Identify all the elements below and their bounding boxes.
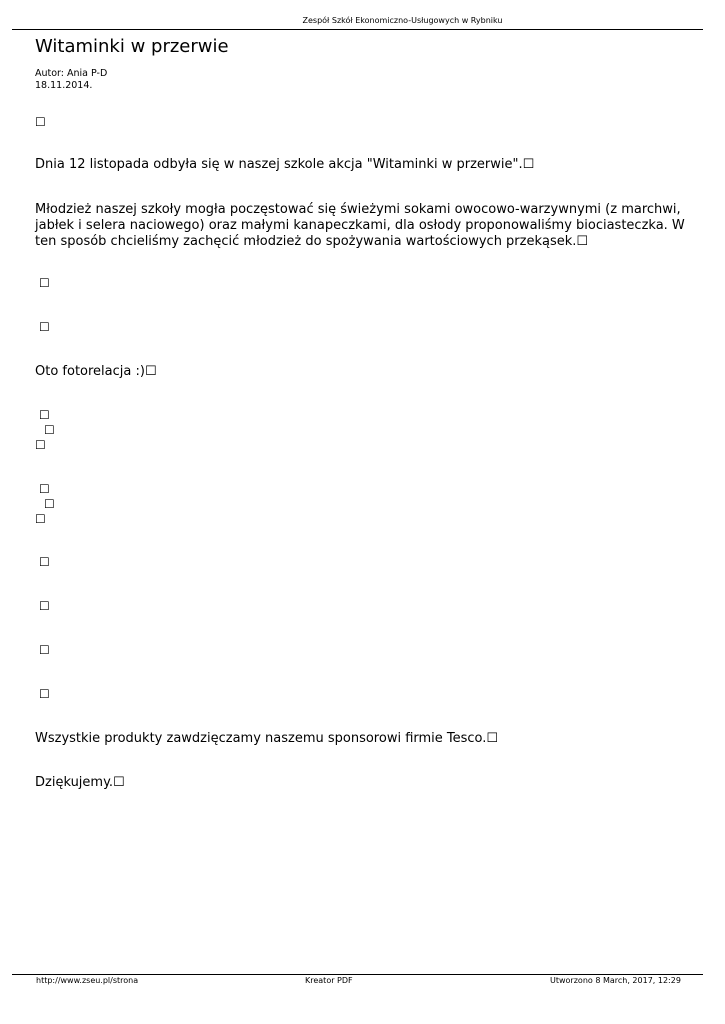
article-title: Witaminki w przerwie (35, 36, 229, 57)
image-placeholder: ☐ (39, 555, 50, 569)
page-header: Zespół Szkół Ekonomiczno-Usługowych w Rybniku (302, 16, 503, 25)
image-placeholder: ☐ (39, 482, 50, 496)
image-placeholder: ☐ (44, 423, 55, 437)
footer-divider (12, 974, 703, 975)
image-placeholder: ☐ (39, 408, 50, 422)
footer-created: Utworzono 8 March, 2017, 12:29 (550, 976, 681, 985)
image-placeholder: ☐ (39, 320, 50, 334)
image-placeholder: ☐ (44, 497, 55, 511)
image-placeholder: ☐ (39, 599, 50, 613)
image-placeholder: ☐ (35, 438, 46, 452)
image-placeholder: ☐ (35, 115, 46, 129)
header-divider (12, 29, 703, 30)
footer-generator: Kreator PDF (305, 976, 353, 985)
image-placeholder: ☐ (39, 276, 50, 290)
paragraph-sponsor: Wszystkie produkty zawdzięczamy naszemu sponsorowi firmie Tesco.☐ (35, 731, 499, 746)
article-author: Autor: Ania P-D (35, 68, 108, 79)
footer-url[interactable]: http://www.zseu.pl/strona (36, 976, 139, 985)
paragraph-intro: Dnia 12 listopada odbyła się w naszej szkole akcja "Witaminki w przerwie".☐ (35, 157, 535, 172)
article-date: 18.11.2014. (35, 80, 93, 91)
image-placeholder: ☐ (39, 687, 50, 701)
paragraph-photo-report: Oto fotorelacja :)☐ (35, 364, 157, 379)
image-placeholder: ☐ (35, 512, 46, 526)
paragraph-thanks: Dziękujemy.☐ (35, 775, 125, 790)
image-placeholder: ☐ (39, 643, 50, 657)
paragraph-description: Młodzież naszej szkoły mogła poczęstować się świeżymi sokami owocowo-warzywnymi (z marchwi, jabłek i selera naciowego) oraz małymi kanapeczkami, dla osłody proponowaliśmy biociasteczka. W ten sposób chcieliśmy zachęcić młodzież do spożywania wartościowych przekąsek.☐ (35, 202, 685, 249)
